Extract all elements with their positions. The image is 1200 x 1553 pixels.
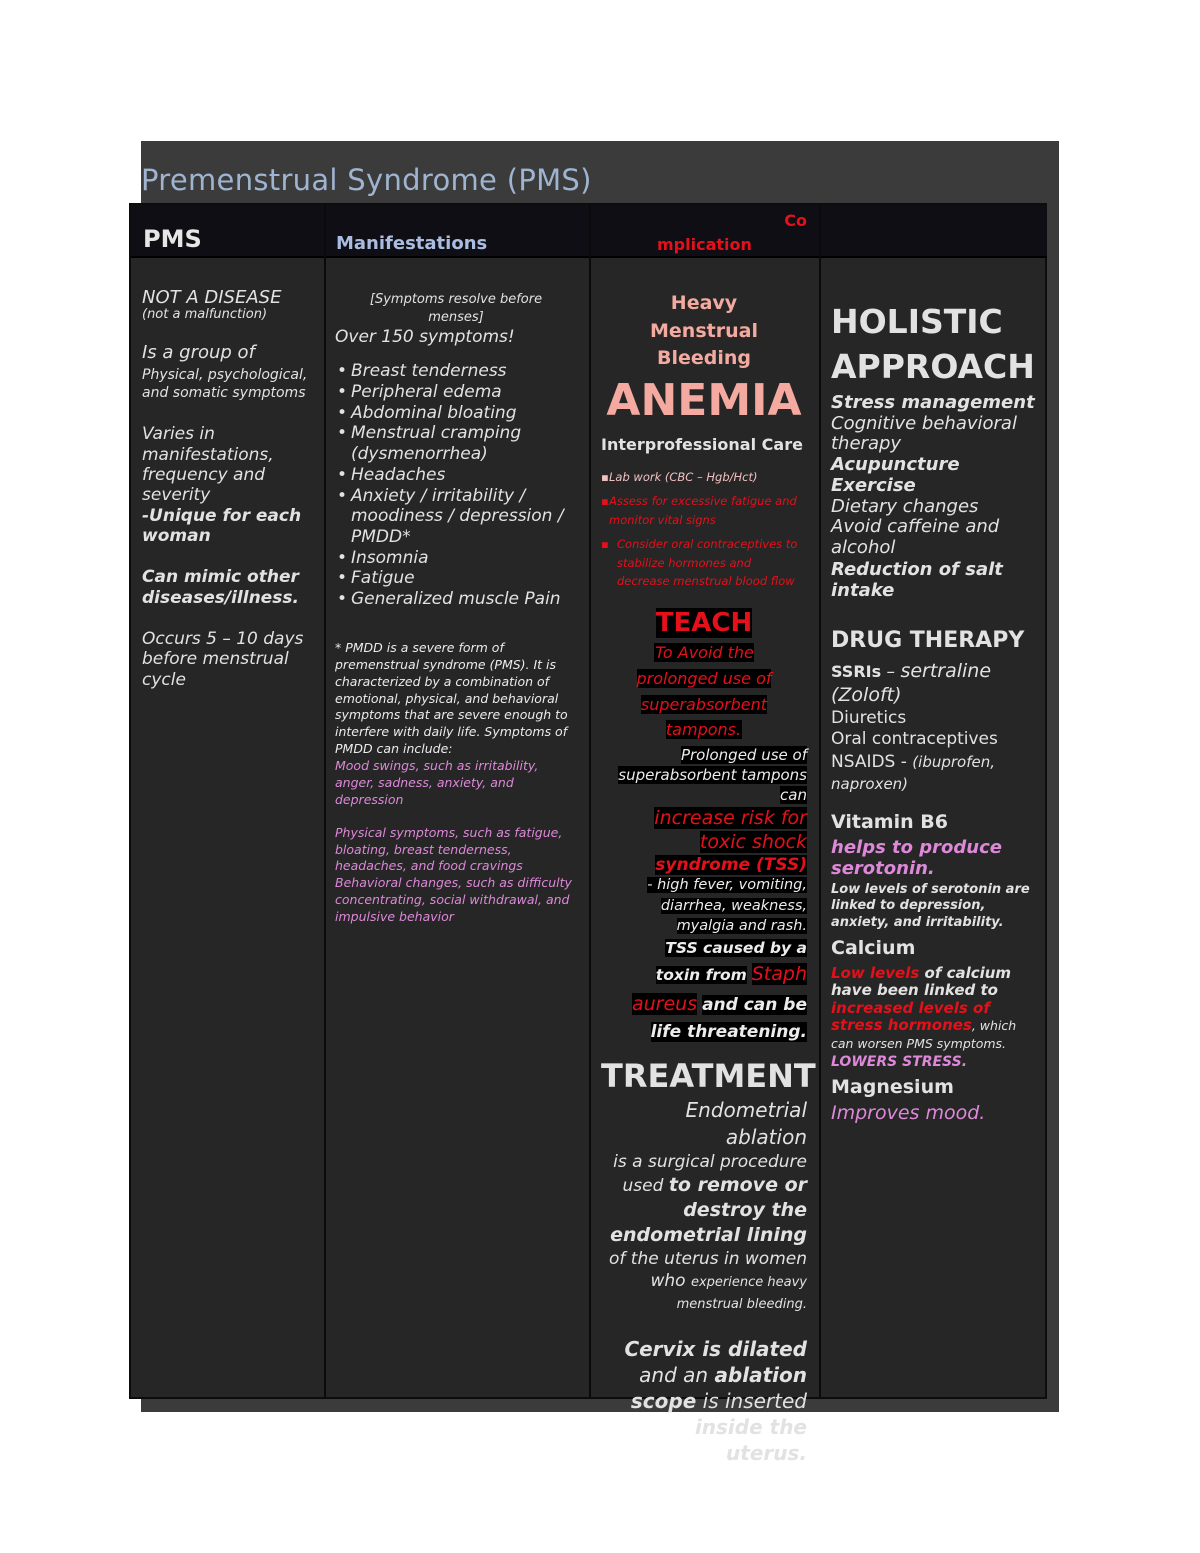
scope-text: scope — [630, 1388, 697, 1413]
symptom-label: Headaches — [351, 464, 446, 485]
teach-avoid-text: To Avoid the prolonged use of superabsorbent tampons. — [636, 643, 772, 740]
bullet-icon: • — [337, 547, 348, 568]
prolonged-block — [601, 745, 807, 806]
salt-text: Reduction of salt intake — [831, 558, 1003, 602]
pmdd-physical: Physical symptoms, such as fatigue, bloating, breast tenderness, headaches, and food cravings — [335, 824, 563, 874]
cbt-text: Cognitive behavioral therapy — [831, 412, 1017, 455]
calcium-description — [831, 965, 1037, 1053]
symptom-item — [335, 486, 577, 548]
resolve-text: [Symptoms resolve before menses] — [369, 292, 543, 325]
is-inserted-text: is inserted — [702, 1388, 807, 1413]
square-bullet-icon: ▪ — [601, 470, 609, 485]
improves-mood-text: Improves mood. — [831, 1101, 986, 1124]
symptom-label: Breast tenderness — [351, 361, 507, 382]
nsaids-examples: (ibuprofen, naproxen) — [831, 752, 995, 793]
bullet-icon: • — [337, 589, 348, 610]
staph-text: Staph aureus — [631, 963, 807, 1015]
exercise-text: Exercise — [831, 474, 916, 496]
symptom-item — [335, 361, 577, 382]
vitamin-b6-heading: Vitamin B6 — [831, 810, 948, 833]
header-pms-label: PMS — [143, 225, 202, 253]
ablation-description — [601, 1151, 807, 1313]
cervix-block — [601, 1336, 807, 1466]
care-item-label: Consider oral contraceptives to stabilize hormones and decrease menstrual blood flow — [617, 537, 798, 588]
teach-text: TEACH — [655, 608, 753, 639]
pmdd-mood: Mood swings, such as irritability, anger, sadness, anxiety, and depression — [335, 758, 539, 807]
prolonged-text: Prolonged use of superabsorbent tampons can — [618, 745, 807, 805]
symptom-label: Peripheral edema — [351, 381, 502, 402]
tss-caused-block — [601, 936, 807, 1045]
page-title: Premenstrual Syndrome (PMS) — [141, 163, 592, 197]
drug-therapy-heading: DRUG THERAPY — [831, 627, 1025, 653]
symptom-item — [335, 568, 577, 589]
tss-symptoms-text: - high fever, vomiting, diarrhea, weakness, myalgia and rash. — [647, 877, 807, 934]
symptom-item — [335, 465, 577, 486]
unique-text: -Unique for each woman — [142, 505, 302, 547]
ablation-desc-part: of the uterus in women — [608, 1248, 807, 1269]
cervix-text: Cervix is dilated — [624, 1336, 807, 1361]
sertraline-text: sertraline (Zoloft) — [831, 659, 992, 707]
acupuncture-text: Acupuncture — [831, 454, 960, 476]
symptom-label: Abdominal bloating — [351, 402, 517, 423]
ssris-line — [831, 659, 1037, 708]
group-of-text: Is a group of — [142, 341, 255, 363]
caffeine-text: Avoid caffeine and alcohol — [831, 516, 1000, 558]
ablation-desc-part: who — [650, 1270, 686, 1291]
magnesium-heading: Magnesium — [831, 1075, 954, 1098]
worsen-pms-text: , which can worsen PMS symptoms. — [831, 1018, 1017, 1051]
care-list — [601, 468, 807, 590]
diuretics-text: Diuretics — [831, 708, 907, 729]
symptom-label: Menstrual cramping (dysmenorrhea) — [351, 423, 522, 465]
tss-block — [601, 855, 807, 875]
ablation-desc-part: is a surgical procedure used — [613, 1152, 807, 1197]
holistic-heading-2: APPROACH — [831, 346, 1035, 386]
varies-text: Varies in manifestations, frequency and severity — [142, 424, 274, 506]
nsaids-text: NSAIDS - — [831, 751, 913, 772]
anemia-text: ANEMIA — [606, 374, 802, 426]
increase-risk-block — [601, 806, 807, 855]
bullet-icon: • — [337, 361, 348, 382]
header-manifestations-label: Manifestations — [336, 233, 488, 254]
symptom-item — [335, 423, 577, 464]
header-complication — [591, 205, 819, 258]
tss-caused-text: TSS caused by a toxin from — [655, 939, 807, 985]
care-item — [601, 468, 807, 486]
ablation-word-text: ablation — [714, 1362, 807, 1387]
bullet-icon: • — [337, 464, 348, 485]
tss-text: syndrome (TSS) — [655, 854, 807, 875]
interprofessional-text: Interprofessional Care — [601, 435, 803, 455]
low-serotonin-text: Low levels of serotonin are linked to depression, anxiety, and irritability. — [831, 882, 1030, 930]
symptom-item — [335, 382, 577, 403]
symptom-label: Anxiety / irritability / moodiness / depression / PMDD* — [351, 485, 564, 547]
ablation-desc-bold: to remove or destroy the endometrial lining — [610, 1174, 807, 1246]
column-holistic — [821, 258, 1047, 1397]
not-malfunction-text: (not a malfunction) — [142, 307, 268, 323]
group-desc-text: Physical, psychological, and somatic symptoms — [142, 366, 308, 402]
over150-text: Over 150 symptoms! — [335, 327, 515, 348]
square-bullet-icon: ▪ — [601, 494, 609, 509]
not-disease-text: NOT A DISEASE — [142, 287, 282, 308]
tss-symptoms-block — [601, 875, 807, 936]
dash-text: – — [881, 661, 901, 682]
low-levels-text: Low levels — [831, 963, 920, 982]
increase-risk-text: increase risk for toxic shock — [654, 806, 807, 854]
holistic-heading-1: HOLISTIC — [831, 302, 1003, 341]
column-manifestations — [326, 258, 589, 1397]
header-complication-part2: mplication — [657, 235, 752, 254]
square-bullet-icon: ▪ — [601, 537, 609, 552]
care-item-label: Assess for excessive fatigue and monitor vital signs — [609, 494, 797, 527]
bullet-icon: • — [337, 381, 348, 402]
care-item-label: Lab work (CBC – Hgb/Hct) — [609, 470, 758, 485]
calcium-heading: Calcium — [831, 936, 916, 959]
bullet-icon: • — [337, 423, 348, 444]
treatment-heading: TREATMENT — [601, 1057, 816, 1096]
symptom-label: Generalized muscle Pain — [351, 589, 561, 610]
bullet-icon: • — [337, 402, 348, 423]
symptom-item — [335, 403, 577, 424]
ssris-text: SSRIs — [831, 661, 882, 681]
lowers-stress-text: LOWERS STRESS. — [831, 1053, 968, 1070]
of-calcium-text: of calcium have been linked to — [831, 963, 1012, 1000]
heavy-bleeding-text: Heavy Menstrual Bleeding — [650, 292, 758, 370]
bullet-icon: • — [337, 568, 348, 589]
care-item — [601, 492, 807, 529]
header-pms — [131, 205, 324, 258]
symptom-item — [335, 589, 577, 610]
symptom-label: Insomnia — [351, 547, 429, 568]
teach-heading — [601, 608, 807, 639]
symptom-item — [335, 548, 577, 569]
pms-table — [129, 203, 1047, 1465]
occurs-text: Occurs 5 – 10 days before menstrual cycle — [142, 629, 304, 690]
header-manifestations — [326, 205, 589, 258]
bullet-icon: • — [337, 485, 348, 506]
pmdd-note: * PMDD is a severe form of premenstrual syndrome (PMS). It is characterized by a combination of emotional, physical, and behavioral symptoms that are severe enough to interfere with daily life. Symptoms of PMDD can include: — [335, 639, 568, 757]
column-pms — [131, 258, 324, 1397]
symptom-label: Fatigue — [351, 568, 415, 589]
nsaids-line — [831, 751, 1037, 795]
and-an-text: and an — [639, 1362, 709, 1387]
stress-management-text: Stress management — [831, 392, 1035, 414]
symptom-list — [335, 361, 577, 610]
teach-avoid-block — [601, 640, 807, 742]
increased-stress-text: increased levels of stress hormones — [831, 998, 990, 1035]
header-fourth — [821, 205, 1047, 258]
header-complication-part1: Co — [784, 211, 807, 230]
dietary-text: Dietary changes — [831, 495, 979, 517]
care-item — [601, 535, 807, 590]
mimic-text: Can mimic other diseases/illness. — [142, 566, 299, 608]
life-text: and can be life threatening. — [650, 994, 807, 1043]
ablation-desc-small: experience heavy menstrual bleeding. — [676, 1274, 807, 1312]
inside-uterus-text: inside the uterus. — [694, 1414, 807, 1465]
serotonin-text: helps to produce serotonin. — [831, 836, 1002, 880]
oral-contraceptives-text: Oral contraceptives — [831, 729, 998, 750]
column-complication — [591, 258, 819, 1465]
ablation-title: Endometrial ablation — [685, 1098, 807, 1150]
pmdd-behavioral: Behavioral changes, such as difficulty concentrating, social withdrawal, and impulsive behavior — [335, 875, 572, 925]
